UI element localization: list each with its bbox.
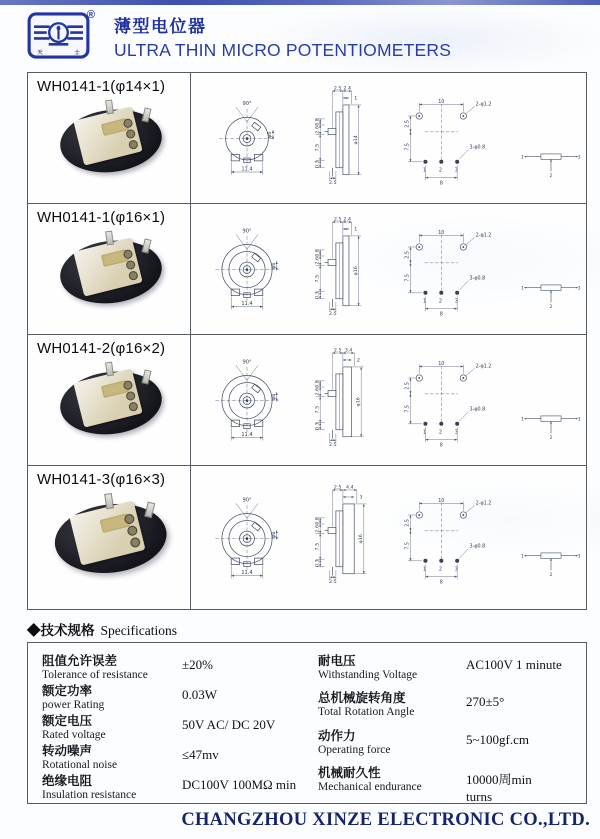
spec-value: 5~100gf.cm [466,731,529,747]
svg-text:3: 3 [577,155,581,161]
svg-text:2.5: 2.5 [333,348,342,354]
pin-tab [105,100,114,115]
svg-text:2.5: 2.5 [406,120,412,128]
spec-row [42,771,310,801]
product-model-label: WH0141-2(φ16×2) [37,340,166,357]
svg-text:7.5: 7.5 [406,404,412,413]
spec-value: ≤47mv [182,747,219,762]
svg-text:3-φ0.8: 3-φ0.8 [469,407,486,413]
product-photo [48,96,180,184]
svg-text:2.5: 2.5 [328,580,337,586]
pin-tab [105,231,114,246]
svg-text:2-φ1.2: 2-φ1.2 [476,364,492,370]
svg-text:2.5: 2.5 [333,86,342,92]
svg-text:11.4: 11.4 [241,301,253,308]
svg-text:3-φ0.8: 3-φ0.8 [469,545,486,551]
svg-text:3: 3 [577,286,581,292]
svg-text:2: 2 [439,168,443,174]
spec-label-english: Tolerance of resistance [42,669,148,681]
svg-text:φ6: φ6 [270,262,277,270]
svg-text:0.8: 0.8 [315,517,321,526]
product-photo [48,358,180,446]
logo-left-char: 天 [37,50,43,57]
svg-text:2.6: 2.6 [315,125,321,134]
schematic-symbol-drawing [520,544,582,578]
spec-label-english: Insulation resistance [42,789,137,801]
svg-text:90°: 90° [242,101,252,108]
svg-text:3: 3 [455,299,459,305]
product-cell [28,335,191,465]
svg-text:0.3: 0.3 [315,160,321,168]
spec-value: 10000周min turns [466,771,532,804]
schematic-symbol-drawing [520,145,582,179]
logo-emblem-icon [27,12,90,59]
svg-text:1: 1 [423,567,427,573]
product-model-label: WH0141-1(φ14×1) [37,78,166,95]
company-name-footer: CHANGZHOU XINZE ELECTRONIC CO.,LTD. [181,810,590,830]
svg-text:2-φ1.2: 2-φ1.2 [476,233,492,239]
svg-text:2.5: 2.5 [328,180,337,186]
spec-label-english: power Rating [42,699,105,711]
svg-text:7.5: 7.5 [315,405,321,414]
company-logo [27,9,95,62]
spec-column-left [42,651,310,801]
spec-label [318,763,466,801]
spec-value: DC100V 100MΩ min [182,777,297,792]
pin-layout-drawing [384,485,518,589]
front-view-drawing [195,81,299,194]
spec-label-chinese: 机械耐久性 [318,765,381,780]
svg-text:0.8: 0.8 [315,380,321,388]
spec-table [27,642,587,804]
svg-text:0.3: 0.3 [315,291,321,299]
spec-row [42,711,310,741]
product-photo [41,489,186,586]
spec-label [42,651,182,681]
svg-text:2.6: 2.6 [315,387,321,396]
svg-text:φ6: φ6 [266,131,273,139]
pin-layout-drawing [384,86,518,190]
product-row [28,73,586,203]
svg-text:11.4: 11.4 [241,432,253,439]
product-row [28,465,586,609]
svg-text:10: 10 [438,230,445,236]
drawings-cell [191,335,586,465]
svg-text:2.5: 2.5 [406,519,412,528]
svg-text:2.5: 2.5 [333,485,342,491]
svg-text:0.3: 0.3 [315,422,321,430]
spec-label-english: Rated voltage [42,729,106,741]
svg-text:1: 1 [423,168,427,174]
side-view-drawing [301,346,383,454]
svg-text:0.3: 0.3 [315,559,321,568]
svg-text:2-φ1.2: 2-φ1.2 [476,501,492,507]
svg-text:2.5: 2.5 [406,251,412,259]
svg-text:3: 3 [455,430,459,436]
svg-text:2: 2 [549,435,553,441]
drawings-cell [191,466,586,609]
product-table [27,72,587,610]
pin-tab [104,493,114,509]
side-view-drawing [301,483,383,591]
product-row [28,334,586,465]
svg-text:3: 3 [577,555,581,561]
spec-label-english: Mechanical endurance [318,780,422,793]
spec-row [318,651,586,688]
spec-value: 50V AC/ DC 20V [182,717,276,732]
svg-text:3: 3 [577,417,581,423]
spec-label [318,726,466,763]
svg-text:1: 1 [521,155,525,161]
svg-text:φ6: φ6 [270,393,277,401]
svg-text:2: 2 [549,573,553,579]
spec-label-chinese: 总机械旋转角度 [318,691,406,706]
schematic-symbol-drawing [520,276,582,310]
drawings-cell [191,204,586,334]
spec-label-chinese: 绝缘电阻 [42,774,93,788]
product-cell [28,204,191,334]
spec-label-english: Withstanding Voltage [318,669,418,681]
spec-label-english: Operating force [318,743,391,756]
product-row [28,203,586,334]
svg-text:4.4: 4.4 [345,485,354,491]
svg-text:2.6: 2.6 [315,256,321,265]
svg-text:1: 1 [353,96,357,102]
page-title-english: ULTRA THIN MICRO POTENTIOMETERS [114,40,452,60]
spec-label-chinese: 动作力 [318,728,356,743]
spec-label-chinese: 耐电压 [318,654,356,668]
spec-label [42,771,182,801]
spec-label-chinese: 阻值允许误差 [42,654,118,668]
registered-trademark-icon: ® [86,9,95,21]
svg-text:2.5: 2.5 [328,442,337,448]
svg-text:φ16: φ16 [358,534,364,544]
svg-text:90°: 90° [242,359,252,366]
svg-text:1: 1 [423,299,427,305]
svg-text:2.5: 2.5 [333,217,342,223]
spec-value: ±20% [182,657,213,672]
pin-tab [105,362,114,377]
spec-value: AC100V 1 minute [466,657,562,672]
spec-label-chinese: 额定功率 [42,684,93,698]
front-view-drawing [195,481,299,594]
svg-text:8: 8 [440,443,444,449]
svg-text:2.5: 2.5 [406,382,412,390]
svg-text:3: 3 [359,496,363,502]
spec-label-english: Rotational noise [42,759,118,771]
svg-text:7.5: 7.5 [315,274,321,283]
svg-text:10: 10 [438,361,445,367]
spec-label [318,651,466,688]
svg-text:7.5: 7.5 [315,143,321,152]
svg-text:1: 1 [353,227,357,233]
svg-text:2.4: 2.4 [343,217,351,223]
svg-text:3.4: 3.4 [344,348,352,354]
spec-heading-english: Specifications [100,623,177,638]
svg-text:90°: 90° [242,228,252,235]
spec-value: 0.03W [182,687,218,702]
svg-text:10: 10 [438,499,445,505]
svg-text:2: 2 [356,358,360,364]
side-view-drawing [301,215,383,323]
schematic-symbol-drawing [520,407,582,441]
spec-label-english: Total Rotation Angle [318,706,415,719]
svg-text:2: 2 [549,304,553,310]
product-cell [28,73,191,203]
svg-text:90°: 90° [242,497,252,504]
spec-value: 270±5° [466,694,505,710]
spec-row [42,741,310,771]
pin-layout-drawing [384,217,518,321]
spec-label [42,741,182,771]
svg-text:3: 3 [455,567,459,573]
side-view-drawing [301,84,383,192]
front-view-drawing [195,212,299,325]
spec-label [42,711,182,741]
svg-text:7.5: 7.5 [406,542,412,551]
svg-text:2-φ1.2: 2-φ1.2 [476,102,492,108]
svg-text:3: 3 [455,168,459,174]
svg-text:2: 2 [549,173,553,179]
svg-text:2.4: 2.4 [343,86,351,92]
spec-row [42,681,310,711]
logo-right-char: 士 [74,50,80,57]
svg-text:2.5: 2.5 [328,311,337,317]
title-block [114,12,451,61]
svg-text:11.4: 11.4 [241,569,253,576]
spec-row [42,651,310,681]
svg-text:11.4: 11.4 [241,166,253,173]
spec-column-right [310,651,586,804]
svg-text:φ16: φ16 [353,266,359,276]
svg-text:7.5: 7.5 [406,273,412,282]
svg-text:φ14: φ14 [353,135,359,145]
spec-row [318,763,586,804]
svg-text:1: 1 [521,286,525,292]
product-model-label: WH0141-1(φ16×1) [37,209,166,226]
product-model-label: WH0141-3(φ16×3) [37,471,166,488]
svg-text:7.5: 7.5 [406,142,412,151]
spec-heading-chinese: ◆技术规格 [27,623,95,638]
front-view-drawing [195,343,299,456]
specifications-heading [27,619,600,639]
svg-text:8: 8 [440,581,444,587]
page-title-chinese: 薄型电位器 [114,17,207,36]
product-photo [48,227,180,315]
svg-text:1: 1 [521,417,525,423]
svg-text:1: 1 [521,555,525,561]
spec-label-chinese: 额定电压 [42,714,93,728]
svg-text:0.8: 0.8 [315,118,321,126]
spec-row [318,726,586,763]
spec-row [318,688,586,725]
svg-text:8: 8 [440,181,444,187]
page-header [0,5,600,68]
svg-text:2: 2 [439,430,443,436]
product-cell [28,466,191,609]
spec-label [318,688,466,725]
svg-text:2: 2 [439,299,443,305]
spec-label-chinese: 转动噪声 [42,744,93,758]
svg-text:1: 1 [423,430,427,436]
svg-text:φ6: φ6 [270,531,277,539]
spec-label [42,681,182,711]
svg-text:3-φ0.8: 3-φ0.8 [469,276,486,282]
svg-text:0.8: 0.8 [315,249,321,257]
drawings-cell [191,73,586,203]
svg-text:8: 8 [440,312,444,318]
svg-text:10: 10 [438,99,445,105]
pin-layout-drawing [384,348,518,452]
svg-text:7.5: 7.5 [315,543,321,551]
svg-text:2.6: 2.6 [315,525,321,534]
svg-text:3-φ0.8: 3-φ0.8 [469,145,486,151]
svg-text:2: 2 [439,567,443,573]
svg-text:φ16: φ16 [356,397,362,407]
